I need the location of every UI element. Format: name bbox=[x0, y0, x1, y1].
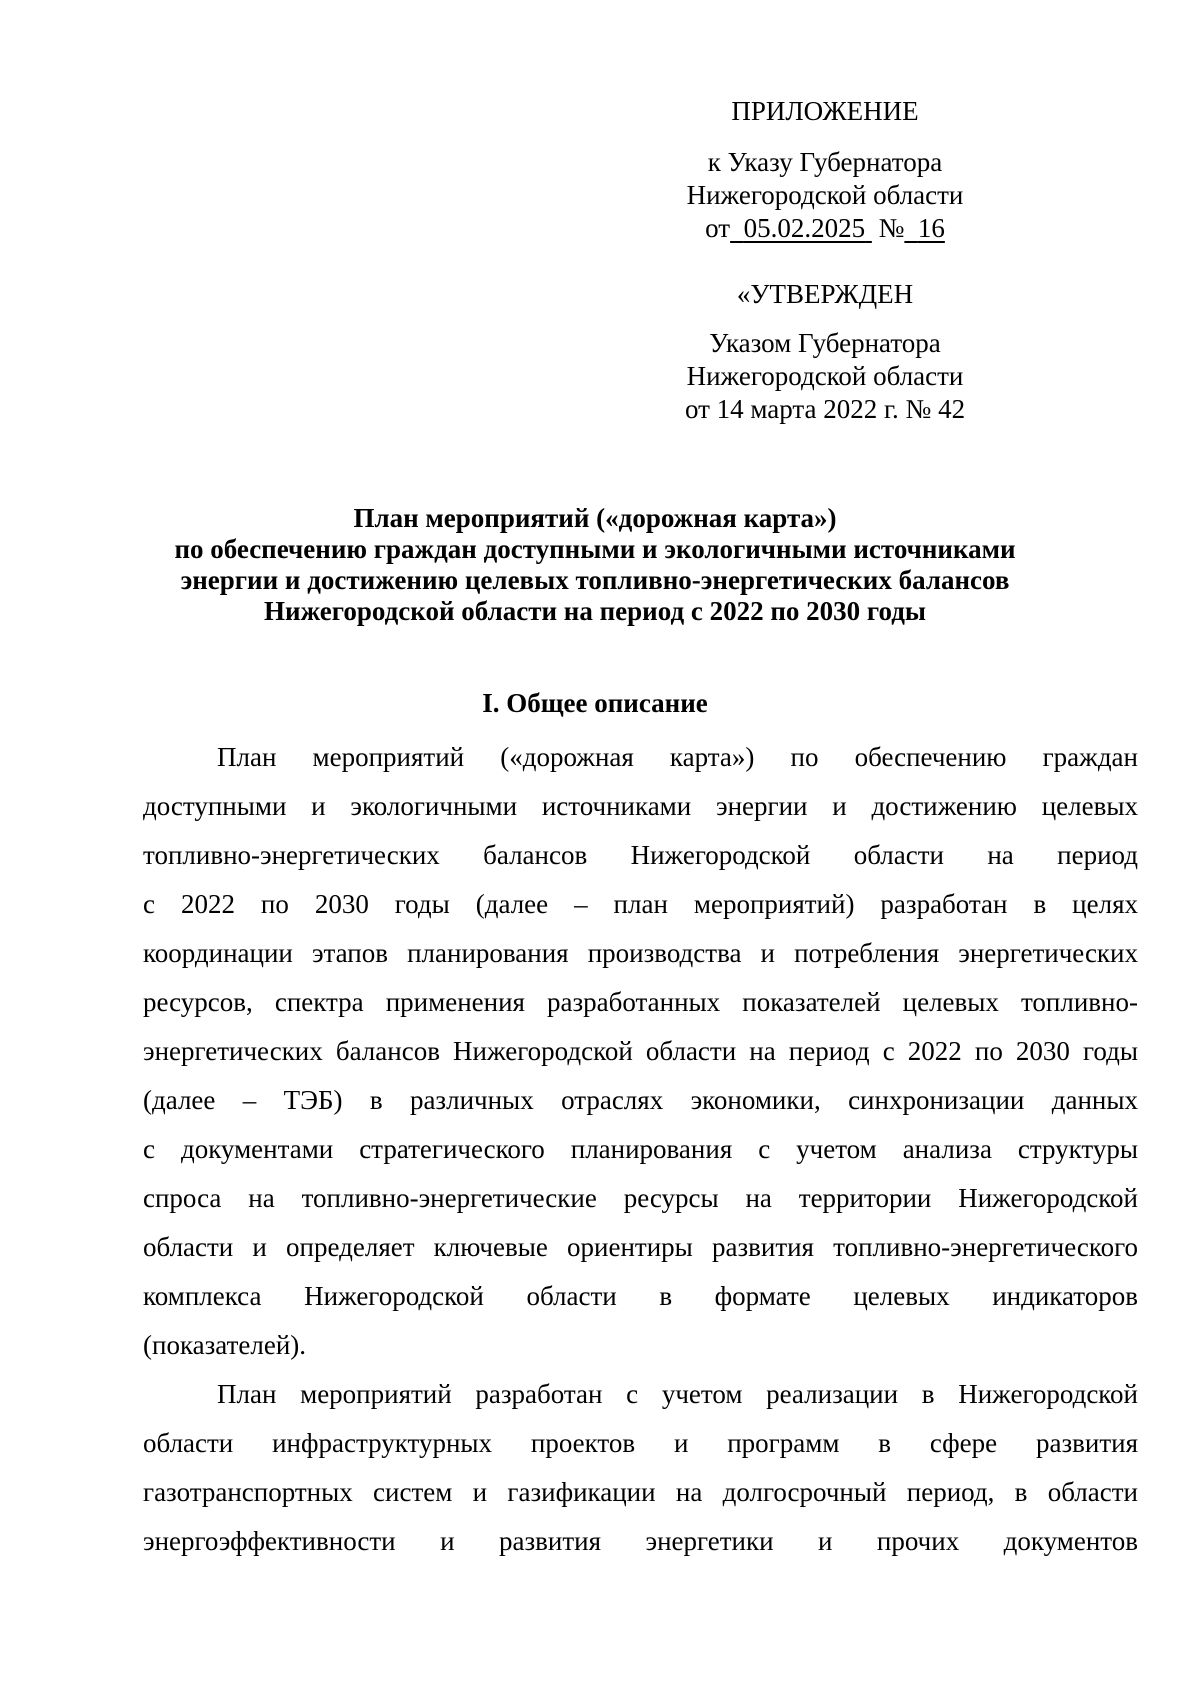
paragraph-line: энергетических балансов Нижегородской области на период с 2022 по 2030 годы bbox=[143, 1036, 1138, 1066]
paragraph-line: доступными и экологичными источниками энергии и достижению целевых bbox=[143, 791, 1138, 821]
paragraph bbox=[143, 733, 1138, 1370]
paragraph-line: области и определяет ключевые ориентиры развития топливно-энергетического bbox=[143, 1232, 1138, 1262]
paragraph-line: (показателей). bbox=[143, 1330, 307, 1360]
approved-line: от 14 марта 2022 г. № 42 bbox=[684, 394, 966, 424]
paragraph-line: комплекса Нижегородской области в формате целевых индикаторов bbox=[143, 1281, 1138, 1311]
annex-title bbox=[660, 95, 990, 128]
document-title-line: энергии и достижению целевых топливно-энергетических балансов bbox=[180, 565, 1010, 595]
annex-number-field bbox=[904, 213, 945, 243]
paragraph-line: с документами стратегического планирования с учетом анализа структуры bbox=[143, 1134, 1138, 1164]
paragraph-line: (далее – ТЭБ) в различных отраслях экономики, синхронизации данных bbox=[143, 1085, 1138, 1115]
document-title-line: Нижегородской области на период с 2022 по 2030 годы bbox=[264, 596, 926, 626]
document-title-line: План мероприятий («дорожная карта») bbox=[353, 503, 837, 533]
paragraph-line: ресурсов, спектра применения разработанных показателей целевых топливно- bbox=[143, 987, 1138, 1017]
paragraph-line: топливно-энергетических балансов Нижегородской области на период bbox=[143, 840, 1138, 870]
paragraph-line: координации этапов планирования производства и потребления энергетических bbox=[143, 938, 1138, 968]
annex-date: 05.02.2025 bbox=[743, 213, 866, 243]
paragraph-line: спроса на топливно-энергетические ресурсы на территории Нижегородской bbox=[143, 1183, 1138, 1213]
approved-line: Нижегородской области bbox=[686, 361, 964, 391]
annex-number-sign: № bbox=[878, 213, 905, 243]
document-title-line: по обеспечению граждан доступными и экологичными источниками bbox=[174, 534, 1016, 564]
annex-date-field bbox=[730, 213, 872, 243]
annex-line: Нижегородской области bbox=[686, 180, 964, 210]
approved-line: Указом Губернатора bbox=[709, 328, 941, 358]
document-title bbox=[130, 503, 1060, 627]
section-heading: I. Общее описание bbox=[482, 688, 708, 718]
approved-title bbox=[660, 278, 990, 311]
annex-line: к Указу Губернатора bbox=[707, 147, 943, 177]
annex-reference bbox=[660, 146, 990, 245]
paragraph-line: области инфраструктурных проектов и программ в сфере развития bbox=[143, 1428, 1138, 1458]
annex-title-text: ПРИЛОЖЕНИЕ bbox=[731, 96, 919, 126]
annex-date-prefix: от bbox=[705, 213, 731, 243]
paragraph-line: газотранспортных систем и газификации на долгосрочный период, в области bbox=[143, 1477, 1138, 1507]
annex-number: 16 bbox=[917, 213, 945, 243]
paragraph-line: План мероприятий разработан с учетом реализации в Нижегородской bbox=[217, 1379, 1138, 1409]
annex-date-line bbox=[660, 212, 990, 245]
paragraph-line: с 2022 по 2030 годы (далее – план мероприятий) разработан в целях bbox=[143, 889, 1138, 919]
approved-reference bbox=[660, 327, 990, 426]
paragraph-line: План мероприятий («дорожная карта») по обеспечению граждан bbox=[217, 742, 1138, 772]
paragraph bbox=[143, 1370, 1138, 1566]
paragraph-line: энергоэффективности и развития энергетики и прочих документов bbox=[143, 1526, 1138, 1556]
approved-title-text: «УТВЕРЖДЕН bbox=[736, 279, 914, 309]
